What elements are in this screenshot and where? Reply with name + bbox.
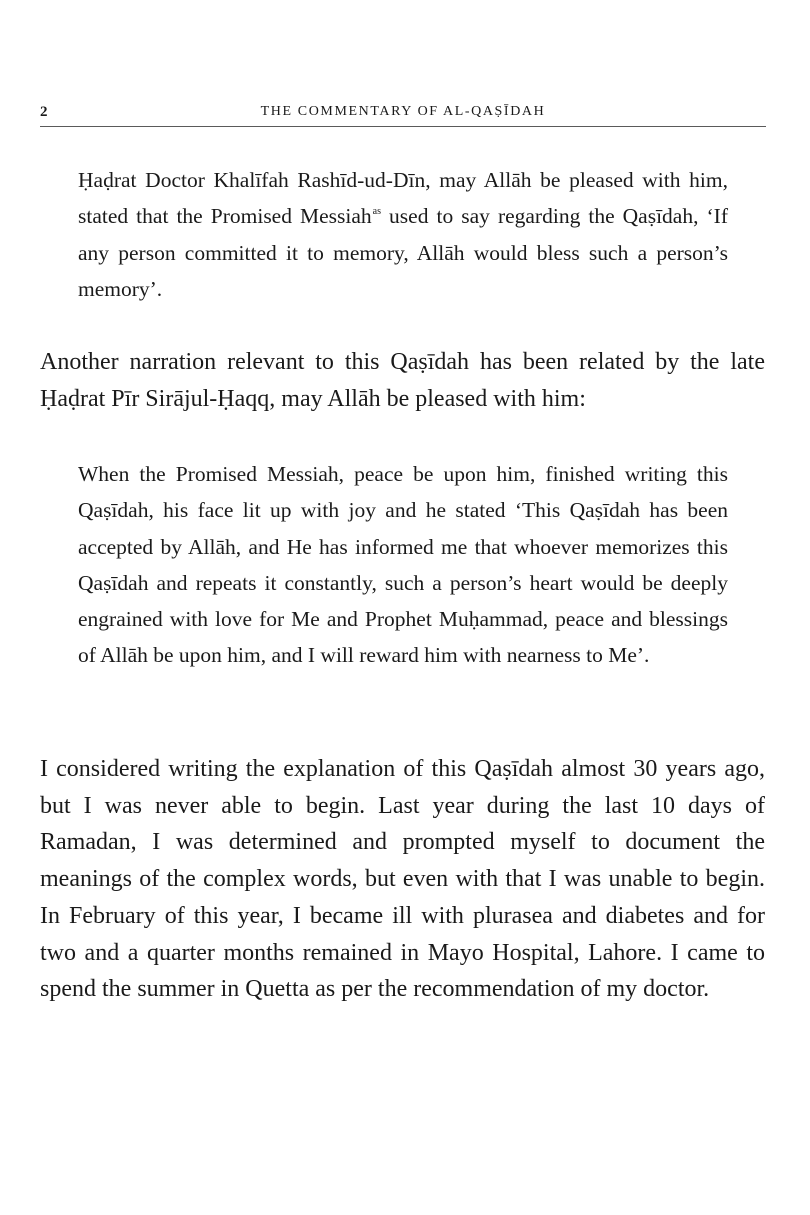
running-title: THE COMMENTARY OF AL-QAṢĪDAH <box>260 104 546 119</box>
block-quote-1 <box>78 162 728 307</box>
block-quote-2: When the Promised Messiah, peace be upon him, finished writing this Qaṣīdah, his face lit up with joy and he stated ‘This Qaṣīdah has been accepted by Allāh, and He has informed me that whoever memorizes this Qaṣīdah and repeats it constantly, such a person’s heart would be deeply engrained with love for Me and Prophet Muḥammad, peace and blessings of Allāh be upon him, and I will reward him with nearness to Me’. <box>78 462 728 668</box>
paragraph-author-account: I considered writing the explanation of this Qaṣīdah almost 30 years ago, but I was never able to begin. Last year during the last 10 days of Ramadan, I was determined and prompted myself to document the meanings of the complex words, but even with that I was unable to begin. In February of this year, I became ill with plurasea and diabetes and for two and a quarter months remained in Mayo Hospital, Lahore. I came to spend the summer in Quetta as per the recommendation of my doctor. <box>40 756 765 1003</box>
honorific-superscript: as <box>372 206 382 218</box>
paragraph-narration-intro: Another narration relevant to this Qaṣīdah has been related by the late Ḥaḍrat Pīr Sirājul-Ḥaqq, may Allāh be pleased with him: <box>40 349 765 412</box>
quote-1-text-a: Ḥaḍrat Doctor Khalīfah Rashīd-ud-Dīn, may Allāh be pleased with him, stated that the Promised Messiah <box>78 168 728 229</box>
running-head <box>40 100 766 127</box>
quote-1-text-b: used to say regarding the Qaṣīdah, ‘If any person committed it to memory, Allāh would bless such a person’s memory’. <box>78 204 728 301</box>
page-number: 2 <box>40 104 48 120</box>
